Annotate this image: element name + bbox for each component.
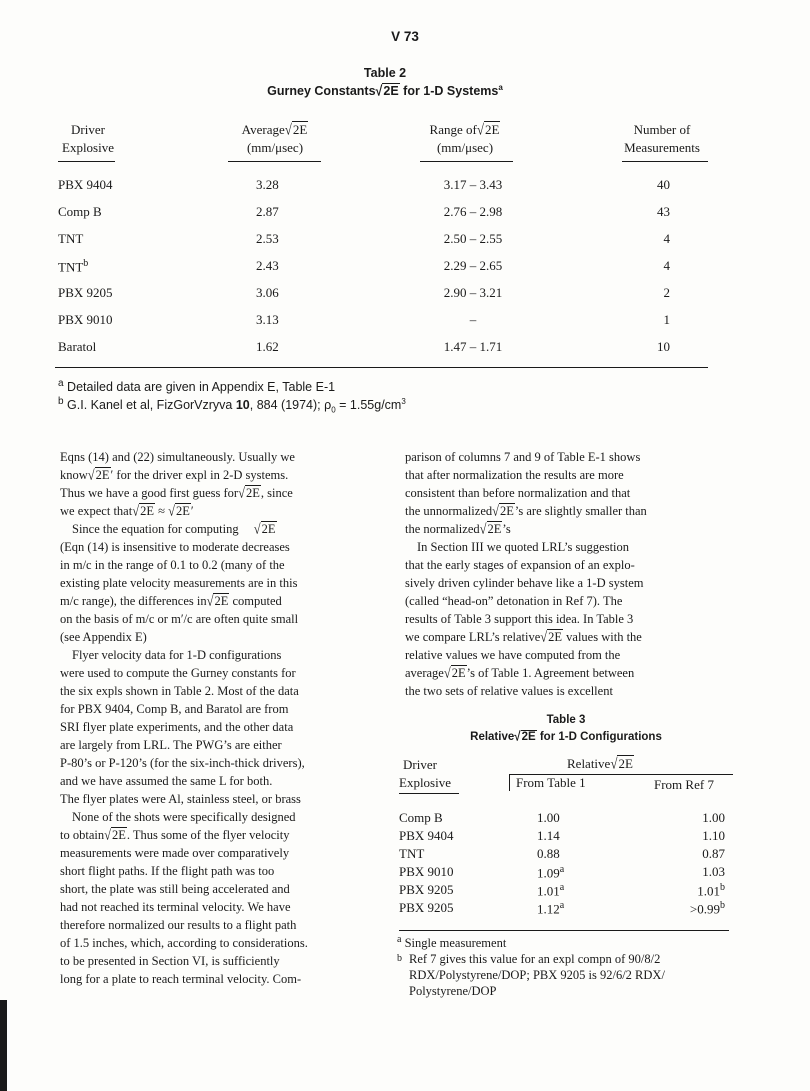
table2-count-cell: 4: [663, 231, 670, 246]
text-run: average: [405, 666, 444, 680]
value: 1.01: [697, 883, 720, 899]
table2-header-rule-4: [622, 161, 708, 162]
table-row: [399, 900, 729, 918]
table2-header-rule-2: [228, 161, 321, 162]
text-run: In Section III we quoted LRL’s suggestion: [417, 540, 630, 554]
text-run: Flyer velocity data for 1-D configurations: [72, 648, 282, 662]
text-run: short, the plate was still being accelerated and: [60, 882, 290, 896]
text-run: we expect that: [60, 504, 133, 518]
text-run: the normalized: [405, 522, 480, 536]
table-row: [58, 204, 718, 231]
table2-average-cell: 1.62: [256, 339, 279, 354]
text-line: [60, 970, 360, 988]
text-line: [60, 574, 360, 592]
table2-range-cell: 2.50 – 2.55: [443, 231, 503, 246]
text-line: [405, 610, 710, 628]
table3-col-table1-header: From Table 1: [516, 775, 586, 790]
text-line: [60, 880, 360, 898]
table3-bottom-rule: [399, 930, 729, 931]
table2-footnote-b: $^b$ G.I. Kanel et al, FizGorVzryva 10, 884 (1974); $\rho_0 = 1.55g/cm^3$: [58, 396, 406, 415]
table3-ref7-cell: [655, 864, 725, 880]
table2-col-average-header: Average√2E (mm/μsec): [241, 120, 308, 155]
table3-subtitle: Relative√2E for 1-D Configurations: [470, 730, 662, 744]
table2-range-cell: 2.29 – 2.65: [443, 258, 503, 273]
table3-driver-cell: PBX 9010: [399, 864, 454, 879]
text-line: [405, 538, 710, 556]
text-run: relative values we have computed from the: [405, 648, 621, 662]
text-run: values with the: [563, 630, 642, 644]
table3-table1-cell: [537, 882, 564, 899]
text-line: [405, 466, 710, 484]
text-line: [60, 916, 360, 934]
text-line: [60, 754, 360, 772]
table3-col-divider: [509, 775, 510, 791]
radical-sign: √: [104, 826, 111, 844]
table2-count-cell: 40: [657, 177, 670, 192]
text-line: [60, 538, 360, 556]
radical-sign: √: [168, 502, 175, 520]
text-line: [60, 610, 360, 628]
text-run: existing plate velocity measurements are in this: [60, 576, 298, 590]
text-run: we compare LRL’s relative: [405, 630, 541, 644]
text-line: [60, 844, 360, 862]
text-run: ≈: [154, 504, 169, 518]
text-run: know: [60, 468, 88, 482]
table3-ref7-cell: [655, 810, 725, 826]
table2-average-cell: 3.28: [256, 177, 279, 192]
text-line: [60, 736, 360, 754]
table2-count-cell: 2: [663, 285, 670, 300]
footnote-mark: a: [559, 882, 565, 893]
table3-table1-cell: [537, 828, 560, 844]
text-line: [60, 628, 360, 646]
table3-body: [399, 810, 729, 918]
text-line: [60, 718, 360, 736]
text-line: [60, 592, 360, 610]
table3-ref7-cell: [655, 900, 725, 917]
page-number: V 73: [391, 29, 419, 44]
table2-footnote-a: $^a$ Detailed data are given in Appendix E, Table E-1: [58, 378, 336, 395]
table2-average-cell: 3.13: [256, 312, 279, 327]
table2-col-driver-header: Driver Explosive: [62, 122, 114, 155]
radical-sign: √: [132, 502, 140, 520]
table3-table1-cell: [537, 900, 564, 917]
table3-driver-cell: PBX 9205: [399, 900, 454, 915]
text-line: [405, 628, 710, 646]
text-run: Thus we have a good first guess for: [60, 486, 239, 500]
text-run: results of Table 3 support this idea. In Table 3: [405, 612, 634, 626]
table2-count-cell: 1: [663, 312, 670, 327]
text-run: in m/c in the range of 0.1 to 0.2 (many of the: [60, 558, 285, 572]
text-run: to be presented in Section VI, is sufficiently: [60, 954, 280, 968]
left-text-column: [60, 448, 360, 988]
table2-range-cell: –: [469, 312, 477, 327]
value: 1.14: [537, 828, 560, 843]
table-row: [399, 828, 729, 846]
text-run: ’s of Table 1. Agreement between: [466, 666, 635, 680]
table2-count-cell: 4: [663, 258, 670, 273]
text-run: and we have assumed the same L for both.: [60, 774, 273, 788]
radical-sign: √: [540, 628, 548, 646]
table3-driver-cell: Comp B: [399, 810, 443, 825]
table2-subtitle: Gurney Constants√2E for 1-D Systems$^a$: [267, 83, 503, 100]
text-run: parison of columns 7 and 9 of Table E-1 shows: [405, 450, 641, 464]
table2-driver-cell: [58, 231, 83, 247]
text-line: [60, 502, 360, 520]
table-row: [58, 258, 718, 285]
table3-ref7-cell: [655, 846, 725, 862]
table2-driver-cell: [58, 258, 88, 275]
text-run: long for a plate to reach terminal velocity. Com-: [60, 972, 302, 986]
text-line: [60, 952, 360, 970]
text-run: for PBX 9404, Comp B, and Baratol are from: [60, 702, 289, 716]
table3-table1-cell: [537, 846, 560, 862]
table2-average-cell: 2.53: [256, 231, 279, 246]
table2-col-count-header: Number of Measurements: [624, 122, 700, 155]
text-run: ’s are slightly smaller than: [514, 504, 647, 518]
text-run: ’s: [502, 522, 511, 536]
table2-count-cell: 10: [657, 339, 670, 354]
text-run: sively driven cylinder behave like a 1-D system: [405, 576, 644, 590]
table3-col-ref7-header: From Ref 7: [654, 777, 714, 792]
text-run: that the early stages of expansion of an explo-: [405, 558, 635, 572]
text-line: [60, 808, 360, 826]
table-row: [399, 864, 729, 882]
driver-name: Comp B: [58, 204, 102, 219]
text-run: are largely from LRL. The PWG’s are either: [60, 738, 282, 752]
text-line: [405, 592, 710, 610]
footnote-mark: b: [720, 900, 725, 911]
scan-edge-bar: [0, 1000, 7, 1091]
text-line: [60, 664, 360, 682]
text-line: [60, 682, 360, 700]
text-line: [60, 484, 360, 502]
text-line: [60, 862, 360, 880]
driver-name: PBX 9010: [58, 312, 113, 327]
driver-name: TNT: [58, 231, 84, 246]
text-run: the unnormalized: [405, 504, 493, 518]
radical-sign: √: [238, 484, 245, 502]
radicand: 2E: [214, 594, 229, 608]
value: 1.03: [702, 864, 725, 879]
value: 1.10: [702, 828, 725, 843]
text-run: (called “head-on” detonation in Ref 7). The: [405, 594, 623, 608]
table-row: [58, 339, 718, 366]
text-run: Eqns (14) and (22) simultaneously. Usually we: [60, 450, 295, 464]
text-line: [60, 520, 360, 538]
text-run: m/c range), the differences in: [60, 594, 207, 608]
value: 1.00: [537, 810, 560, 825]
driver-name: TNT: [58, 259, 84, 275]
text-run: that after normalization the results are more: [405, 468, 624, 482]
table-row: [399, 810, 729, 828]
table3-driver-rule: [399, 793, 459, 794]
table-row: [399, 846, 729, 864]
table2-header-rule-1: [58, 161, 115, 162]
table2-count-cell: 43: [657, 204, 670, 219]
text-line: [405, 556, 710, 574]
text-line: [405, 520, 710, 538]
table3-footnotes: [397, 932, 727, 999]
text-run: measurements were made over comparatively: [60, 846, 290, 860]
text-run: . Thus some of the flyer velocity: [126, 828, 290, 842]
text-line: [405, 574, 710, 592]
value: 1.00: [702, 810, 725, 825]
text-line: [405, 682, 710, 700]
text-line: [60, 772, 360, 790]
table-row: [399, 882, 729, 900]
radicand: 2E: [451, 666, 466, 680]
text-run: P-80’s or P-120’s (for the six-inch-thick drivers),: [60, 756, 305, 770]
table2-driver-cell: [58, 285, 113, 301]
driver-footnote-mark: b: [83, 258, 89, 269]
table2-driver-cell: [58, 312, 113, 328]
radicand: 2E: [245, 486, 260, 500]
table3-table1-cell: [537, 864, 564, 881]
text-run: the six expls shown in Table 2. Most of the data: [60, 684, 299, 698]
radicand: 2E: [111, 828, 126, 842]
text-line: [405, 646, 710, 664]
text-run: the two sets of relative values is excellent: [405, 684, 613, 698]
table3-footnote-a: $^a$ Single measurement: [397, 934, 507, 951]
table2-driver-cell: [58, 204, 102, 220]
text-run: were used to compute the Gurney constants for: [60, 666, 296, 680]
text-run: (Eqn (14) is insensitive to moderate decreases: [60, 540, 290, 554]
text-run: short flight paths. If the flight path was too: [60, 864, 275, 878]
text-line: [405, 664, 710, 682]
table2-driver-cell: [58, 177, 113, 193]
text-run: ′: [190, 504, 194, 518]
table3-driver-cell: PBX 9205: [399, 882, 454, 897]
table2-body: [58, 177, 718, 366]
value: 1.09: [537, 865, 560, 881]
radical-sign: √: [479, 520, 487, 538]
table2-range-cell: 2.76 – 2.98: [443, 204, 503, 219]
text-line: [60, 556, 360, 574]
value: 0.87: [702, 846, 725, 861]
radicand: 2E: [500, 504, 514, 518]
table2-header-rule-3: [420, 161, 513, 162]
table2-range-cell: 3.17 – 3.43: [443, 177, 503, 192]
text-run: had not reached its terminal velocity. We have: [60, 900, 291, 914]
text-run: computed: [229, 594, 282, 608]
table2-range-cell: 1.47 – 1.71: [443, 339, 503, 354]
table3-table1-cell: [537, 810, 560, 826]
table2-driver-cell: [58, 339, 96, 355]
table-row: [58, 231, 718, 258]
value: 1.01: [537, 883, 560, 899]
radicand: 2E: [175, 504, 190, 518]
driver-name: PBX 9205: [58, 285, 113, 300]
table2-average-cell: 3.06: [256, 285, 279, 300]
text-run: The flyer plates were Al, stainless steel, or brass: [60, 792, 301, 806]
table3-col-driver-header: Driver Explosive: [399, 757, 451, 790]
text-run: None of the shots were specifically designed: [72, 810, 296, 824]
value: 0.88: [537, 846, 560, 861]
table2-col-range-header: Range of√2E (mm/μsec): [429, 120, 500, 155]
text-line: [60, 466, 360, 484]
text-line: [405, 502, 710, 520]
table3-driver-cell: PBX 9404: [399, 828, 454, 843]
text-run: on the basis of m/c or m′/c are often quite small: [60, 612, 299, 626]
radicand: 2E: [487, 522, 502, 536]
footnote-mark: b: [720, 882, 725, 893]
table2-average-cell: 2.43: [256, 258, 279, 273]
text-run: consistent than before normalization and that: [405, 486, 631, 500]
value: >0.99: [689, 901, 720, 917]
text-line: [60, 826, 360, 844]
text-line: [405, 484, 710, 502]
table3-title: Table 3: [546, 714, 586, 726]
text-run: , since: [260, 486, 293, 500]
text-run: SRI flyer plate experiments, and the other data: [60, 720, 294, 734]
radical-sign: √: [206, 592, 214, 610]
table2-title: Table 2: [363, 66, 407, 80]
table2-range-cell: 2.90 – 3.21: [443, 285, 503, 300]
radical-sign: √: [443, 664, 451, 682]
driver-name: Baratol: [58, 339, 97, 354]
table-row: [58, 312, 718, 339]
table3-relative-header: Relative√2E: [567, 754, 633, 773]
table-row: [58, 285, 718, 312]
text-line: [60, 448, 360, 466]
value: 1.12: [537, 901, 560, 917]
text-run: of 1.5 inches, which, according to considerations.: [60, 936, 308, 950]
table3-driver-cell: TNT: [399, 846, 425, 861]
footnote-mark: a: [559, 864, 565, 875]
text-run: to obtain: [60, 828, 105, 842]
radicand: 2E: [261, 522, 276, 536]
radical-sign: √: [253, 520, 261, 538]
table3-ref7-cell: [655, 882, 725, 899]
text-run: Since the equation for computing: [72, 522, 242, 536]
text-run: (see Appendix E): [60, 630, 147, 644]
table3-footnote-b: b Ref 7 gives this value for an expl compn of 90/8/2 RDX/Polystyrene/DOP; PBX 9205 is 92/6/2 RDX/ Polystyrene/DOP: [397, 952, 665, 999]
text-line: [60, 934, 360, 952]
text-line: [60, 898, 360, 916]
right-text-column: [405, 448, 710, 700]
footnote-mark: a: [559, 900, 565, 911]
radical-sign: √: [87, 466, 95, 484]
table3-ref7-cell: [655, 828, 725, 844]
driver-name: PBX 9404: [58, 177, 113, 192]
radical-sign: √: [492, 502, 499, 520]
text-run: therefore normalized our results to a flight path: [60, 918, 297, 932]
table-row: [58, 177, 718, 204]
text-line: [60, 790, 360, 808]
text-line: [405, 448, 710, 466]
table2-bottom-rule: [55, 367, 708, 368]
radicand: 2E: [140, 504, 154, 518]
radicand: 2E: [95, 468, 110, 482]
text-line: [60, 700, 360, 718]
table2-average-cell: 2.87: [256, 204, 279, 219]
text-run: ′ for the driver expl in 2-D systems.: [110, 468, 289, 482]
text-line: [60, 646, 360, 664]
radicand: 2E: [548, 630, 563, 644]
